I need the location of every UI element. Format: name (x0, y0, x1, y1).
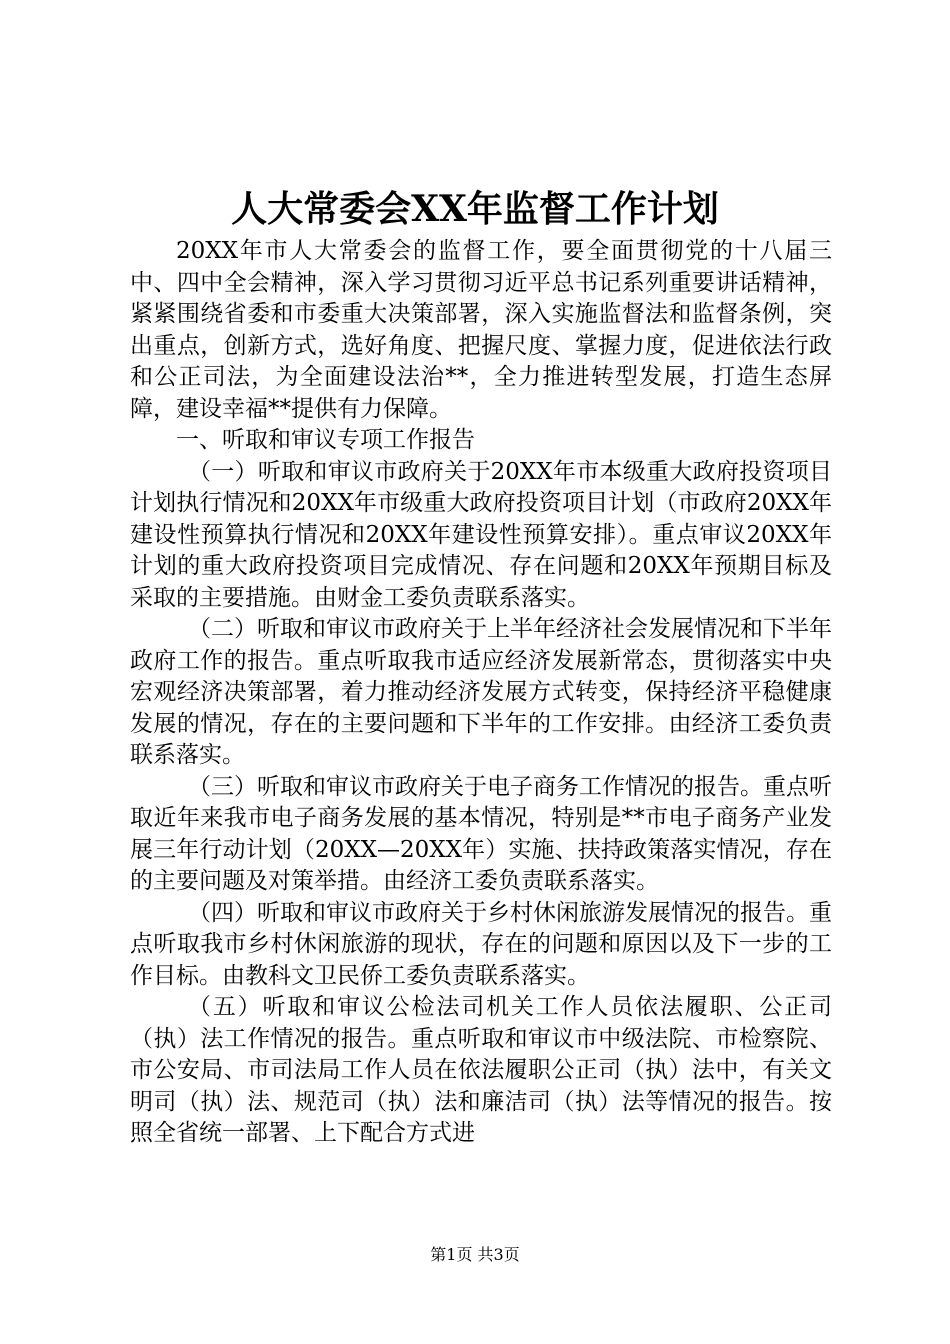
section-heading: 一、听取和审议专项工作报告 (176, 427, 475, 453)
paragraph-item-2: （二）听取和审议市政府关于上半年经济社会发展情况和下半年政府工作的报告。重点听取我市适应经济发展新常态，贯彻落实中央宏观经济决策部署，着力推动经济发展方式转变，保持经济平稳健康发展的情况，存在的主要问题和下半年的工作安排。由经济工委负责联系落实。 (130, 616, 832, 768)
paragraph-item-1: （一）听取和审议市政府关于20XX年市本级重大政府投资项目计划执行情况和20XX年市级重大政府投资项目计划（市政府20XX年建设性预算执行情况和20XX年建设性预算安排）。重点审议20XX年计划的重大政府投资项目完成情况、存在问题和20XX年预期目标及采取的主要措施。由财金工委负责联系落实。 (130, 458, 832, 611)
paragraph-item-5: （五）听取和审议公检法司机关工作人员依法履职、公正司（执）法工作情况的报告。重点听取和审议市中级法院、市检察院、市公安局、市司法局工作人员在依法履职公正司（执）法中，有关文明司（执）法、规范司（执）法和廉洁司（执）法等情况的报告。按照全省统一部署、上下配合方式进 (130, 994, 832, 1146)
paragraph-intro: 20XX年市人大常委会的监督工作，要全面贯彻党的十八届三中、四中全会精神，深入学习贯彻习近平总书记系列重要讲话精神，紧紧围绕省委和市委重大决策部署，深入实施监督法和监督条例，突出重点，创新方式，选好角度、把握尺度、掌握力度，促进依法行政和公正司法，为全面建设法治**，全力推进转型发展，打造生态屏障，建设幸福**提供有力保障。 (130, 238, 832, 422)
document-body (130, 236, 832, 1150)
paragraph-item-4: （四）听取和审议市政府关于乡村休闲旅游发展情况的报告。重点听取我市乡村休闲旅游的现状，存在的问题和原因以及下一步的工作目标。由教科文卫民侨工委负责联系落实。 (130, 899, 832, 989)
page-title: 人大常委会XX年监督工作计划 (231, 188, 719, 230)
paragraph-item-3: （三）听取和审议市政府关于电子商务工作情况的报告。重点听取近年来我市电子商务发展的基本情况，特别是**市电子商务产业发展三年行动计划（20XX—20XX年）实施、扶持政策落实情况，存在的主要问题及对策举措。由经济工委负责联系落实。 (130, 773, 832, 894)
page-number: 第1页 共3页 (430, 1245, 520, 1264)
